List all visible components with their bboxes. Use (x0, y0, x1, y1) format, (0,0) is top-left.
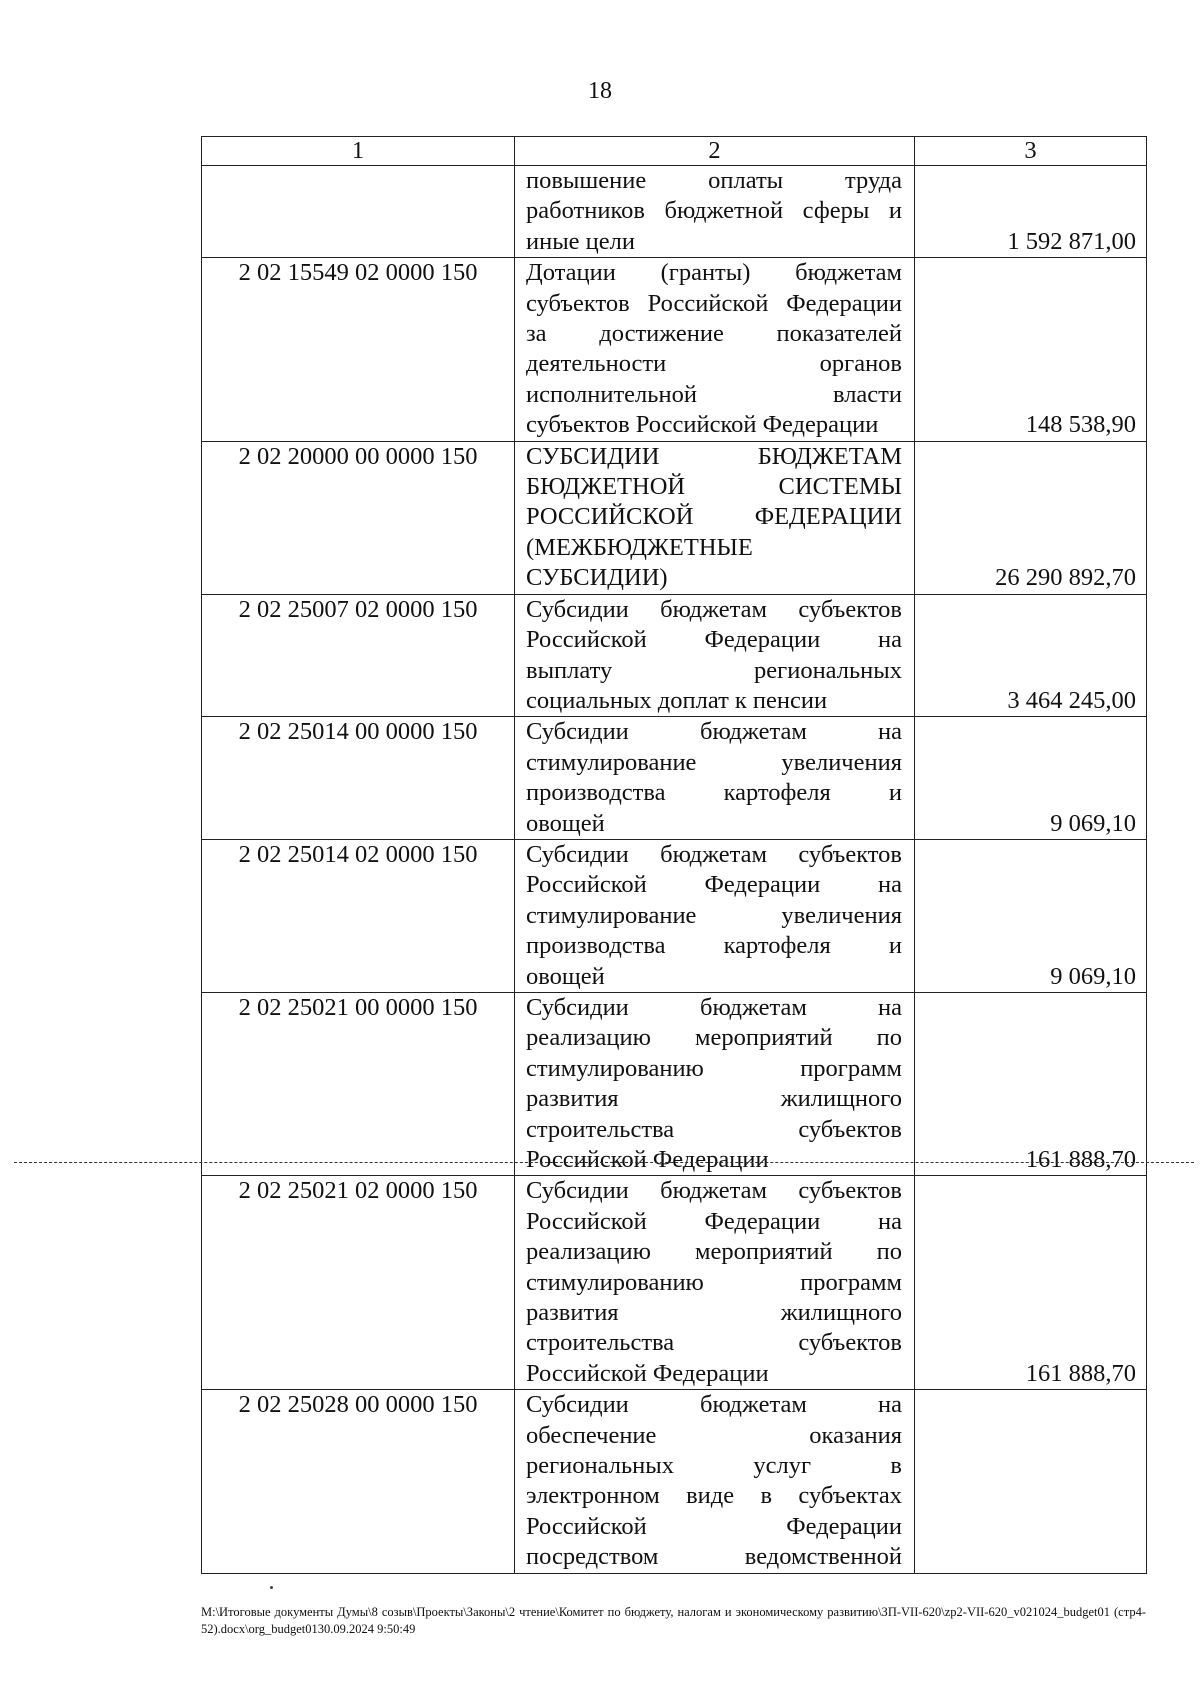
amount-cell: 161 888,70 (915, 992, 1147, 1175)
description-line: выплату региональных (526, 656, 902, 684)
description-line: исполнительной власти (526, 380, 902, 408)
description-line: посредством ведомственной (526, 1543, 902, 1571)
description-line: Субсидии бюджетам субъектов (526, 1177, 902, 1205)
budget-code-cell: 2 02 25007 02 0000 150 (202, 594, 515, 717)
description-line: Российской Федерации (526, 1146, 769, 1173)
budget-code-cell: 2 02 25021 00 0000 150 (202, 992, 515, 1175)
amount-cell: 9 069,10 (915, 839, 1147, 992)
description-line: СУБСИДИИ БЮДЖЕТАМ (526, 442, 902, 470)
scan-cut-line (14, 1162, 1194, 1163)
description-line: реализацию мероприятий по (526, 1024, 902, 1052)
description-line: развития жилищного (526, 1299, 902, 1327)
description-cell (515, 1176, 915, 1390)
description-line: производства картофеля и (526, 932, 902, 960)
description-cell (515, 441, 915, 594)
table-row (202, 441, 1147, 594)
description-line: Российской Федерации (526, 1512, 902, 1540)
description-line: Российской Федерации на (526, 1207, 902, 1235)
description-line: БЮДЖЕТНОЙ СИСТЕМЫ (526, 473, 902, 501)
description-line: за достижение показателей (526, 320, 902, 348)
description-line: Субсидии бюджетам на (526, 993, 902, 1021)
description-line: стимулирование увеличения (526, 748, 902, 776)
description-line: стимулированию программ (526, 1054, 902, 1082)
amount-cell: 3 464 245,00 (915, 594, 1147, 717)
column-header-2: 2 (515, 137, 915, 166)
description-line: реализацию мероприятий по (526, 1238, 902, 1266)
amount-cell: 9 069,10 (915, 717, 1147, 840)
scan-mark (270, 1586, 273, 1589)
description-line: РОССИЙСКОЙ ФЕДЕРАЦИИ (526, 503, 902, 531)
column-header-1: 1 (202, 137, 515, 166)
table-row (202, 1390, 1147, 1573)
description-line: овощей (526, 962, 605, 990)
description-line: субъектов Российской Федерации (526, 289, 902, 317)
description-line: Дотации (гранты) бюджетам (526, 259, 902, 287)
budget-code-cell (202, 166, 515, 258)
description-line: Субсидии бюджетам на (526, 1391, 902, 1419)
table-row (202, 166, 1147, 258)
column-header-3: 3 (915, 137, 1147, 166)
table-row (202, 1176, 1147, 1390)
description-line: Российской Федерации на (526, 626, 902, 654)
amount-cell: 1 592 871,00 (915, 166, 1147, 258)
description-cell (515, 166, 915, 258)
description-line: строительства субъектов (526, 1115, 902, 1143)
description-line: Российской Федерации на (526, 871, 902, 899)
table-body (202, 166, 1147, 1574)
description-line: работников бюджетной сферы и (526, 197, 902, 225)
table-row (202, 258, 1147, 441)
description-line: стимулирование увеличения (526, 901, 902, 929)
description-line: Субсидии бюджетам субъектов (526, 840, 902, 868)
description-line: повышение оплаты труда (526, 167, 902, 194)
description-line: электронном виде в субъектах (526, 1482, 902, 1510)
description-line: социальных доплат к пенсии (526, 686, 828, 714)
amount-cell (915, 1390, 1147, 1573)
file-path-footer: M:\Итоговые документы Думы\8 созыв\Проекты\Законы\2 чтение\Комитет по бюджету, налогам и экономическому развитию\ЗП-VII-620\zp2-VII-620_v021024_budget01 (стр4-52).docx\org_budget0130.09.2024 9:50:49 (201, 1605, 1146, 1636)
description-line: СУБСИДИИ) (526, 564, 668, 592)
budget-code-cell: 2 02 20000 00 0000 150 (202, 441, 515, 594)
budget-code-cell: 2 02 25028 00 0000 150 (202, 1390, 515, 1573)
description-line: стимулированию программ (526, 1268, 902, 1296)
table-row (202, 992, 1147, 1175)
description-line: региональных услуг в (526, 1452, 902, 1480)
description-cell (515, 1390, 915, 1573)
table-row (202, 717, 1147, 840)
description-line: субъектов Российской Федерации (526, 411, 879, 439)
amount-cell: 26 290 892,70 (915, 441, 1147, 594)
table-row (202, 594, 1147, 717)
description-cell (515, 594, 915, 717)
amount-cell: 148 538,90 (915, 258, 1147, 441)
description-line: обеспечение оказания (526, 1421, 902, 1449)
budget-code-cell: 2 02 25014 00 0000 150 (202, 717, 515, 840)
description-cell (515, 258, 915, 441)
budget-code-cell: 2 02 25021 02 0000 150 (202, 1176, 515, 1390)
description-line: Субсидии бюджетам субъектов (526, 595, 902, 623)
page-number: 18 (588, 78, 612, 104)
description-line: Российской Федерации (526, 1359, 769, 1387)
description-line: производства картофеля и (526, 779, 902, 807)
budget-code-cell: 2 02 15549 02 0000 150 (202, 258, 515, 441)
table-header-row (202, 137, 1147, 166)
budget-table (201, 136, 1147, 1574)
description-line: строительства субъектов (526, 1329, 902, 1357)
table-row (202, 839, 1147, 992)
description-cell (515, 839, 915, 992)
description-cell (515, 717, 915, 840)
description-line: овощей (526, 809, 605, 837)
description-cell (515, 992, 915, 1175)
description-line: (МЕЖБЮДЖЕТНЫЕ (526, 533, 753, 561)
description-line: деятельности органов (526, 350, 902, 378)
amount-cell: 161 888,70 (915, 1176, 1147, 1390)
description-line: Субсидии бюджетам на (526, 718, 902, 746)
description-line: иные цели (526, 227, 636, 255)
budget-code-cell: 2 02 25014 02 0000 150 (202, 839, 515, 992)
description-line: развития жилищного (526, 1085, 902, 1113)
